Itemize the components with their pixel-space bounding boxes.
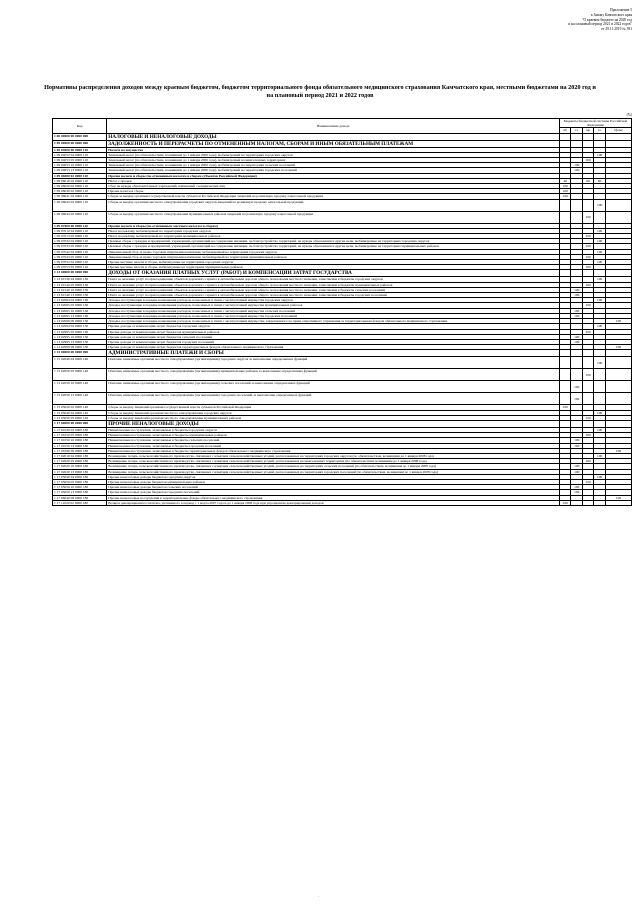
income-code: 1 09 06010 02 0000 110 [53,178,107,183]
norm-value-тфомс [605,133,631,140]
norm-value-гг [571,369,582,381]
norm-value-гг: 100 [571,163,582,168]
income-name: Прочие доходы от компенсации затрат бюджетов муниципальных районов [107,329,560,334]
norm-value-го: 100 [594,298,605,303]
norm-value-го: 100 [594,277,605,282]
income-code: 1 13 02065 13 0000 130 [53,313,107,318]
income-name: Прочие доходы от компенсации затрат бюджетов городских поселений [107,339,560,344]
norm-value-тфомс [605,500,631,505]
income-name: Платежи, взимаемые органами местного самоуправления (организациями) сельских поселений за выполнение определенных функций [107,381,560,393]
income-code: 1 09 07052 04 0000 110 [53,260,107,265]
header-col-gg: гг [571,128,582,133]
norm-value-кб [560,393,571,405]
norm-value-гг [571,270,582,277]
income-code: 1 17 02020 13 0000 180 [53,469,107,474]
norm-value-го: 100 [594,453,605,458]
norm-value-мр [582,393,593,405]
norm-value-мр [582,420,593,427]
norm-value-тфомс [605,140,631,147]
norm-value-гг: 100 [571,490,582,495]
norm-value-го: 100 [594,427,605,432]
income-code: 1 09 07053 05 0000 110 [53,265,107,270]
norm-value-го [594,420,605,427]
norm-value-мр: 60 [582,178,593,183]
appendix-line: от 29.11.2019 № 391 [601,27,632,32]
norm-value-гг: 100 [571,308,582,313]
income-name: Прочие налоги и сборы (по отмененным местным налогам и сборам) [107,223,560,228]
income-code: 1 17 01050 13 0000 180 [53,443,107,448]
table-row [53,350,632,357]
income-name: Платежи, взимаемые органами местного самоуправления (организациями) городских поселений за выполнение определенных функций [107,393,560,405]
norm-value-тфомс [605,211,631,223]
table-row [53,270,632,277]
income-code: 1 15 02050 05 0000 140 [53,369,107,381]
income-name: Целевые сборы с граждан и предприятий, учреждений, организаций на содержание милиции, на благоустройство территорий, на нужды образования и другие цели, мобилизуемые на территориях городских округов [107,239,560,244]
income-code: 1 09 04053 05 0000 110 [53,158,107,163]
income-code: 1 13 02065 10 0000 130 [53,308,107,313]
income-name: Доходы, поступающие в порядке возмещения расходов, понесенных в связи с эксплуатацией имущества муниципальных районов [107,303,560,308]
income-code: 1 09 04053 10 0000 110 [53,163,107,168]
income-code: 1 17 01040 04 0000 180 [53,427,107,432]
income-name: Возврат декларационного платежа, уплаченного в период с 1 марта 2007 года и до 1 января 2008 года при упрощенном декларировании доходов [107,500,560,505]
norm-value-кб [560,133,571,140]
norm-value-мр [582,199,593,211]
norm-value-гг: 100 [571,469,582,474]
income-name: Платежи, взимаемые органами местного самоуправления (организациями) муниципальных районов за выполнение определенных функций [107,369,560,381]
income-code: 1 09 04053 13 0000 110 [53,168,107,173]
income-name: Доходы, поступающие в порядке возмещения расходов, понесенных в связи с эксплуатацией имущества сельских поселений [107,308,560,313]
norm-value-мр [582,350,593,357]
income-code: 1 15 00000 00 0000 000 [53,350,107,357]
norm-value-го [594,270,605,277]
table-row [53,140,632,147]
income-code: 1 15 02040 04 0000 140 [53,357,107,369]
norm-value-тфомс [605,393,631,405]
page-footer-mark: · [318,894,320,899]
header-col-tfoms: тфомс [605,128,631,133]
norm-value-гг: 100 [571,293,582,298]
table-row [53,199,632,211]
income-name: АДМИНИСТРАТИВНЫЕ ПЛАТЕЖИ И СБОРЫ [107,350,560,357]
norm-value-мр: 100 [582,254,593,259]
norm-value-го [594,393,605,405]
income-name: Налог с продаж [107,178,560,183]
norm-value-гг [571,140,582,147]
income-name: Доходы, поступающие в порядке возмещения расходов, понесенных в связи с эксплуатацией имущества городских поселений [107,313,560,318]
income-code: 1 09 06000 02 0000 110 [53,173,107,178]
income-code: 1 09 06030 02 0000 110 [53,189,107,194]
income-code: 1 13 00000 00 0000 000 [53,270,107,277]
norm-value-гг: 100 [571,464,582,469]
income-name: Сборы за выдачу органами государственной власти субъектов Российской Федерации лицензий на розничную продажу алкогольной продукции [107,194,560,199]
income-code: 1 17 01050 10 0000 180 [53,438,107,443]
norm-value-кб: 100 [560,405,571,410]
header-col-kb: кб [560,128,571,133]
income-name: Плата за оказание услуг по присоединению объектов дорожного сервиса к автомобильным дорогам общего пользования местного значения, зачисляемая в бюджеты сельских поселений [107,287,560,292]
norm-value-тфомс: 100 [605,495,631,500]
norm-value-кб [560,270,571,277]
income-code: 1 17 02020 10 0000 180 [53,464,107,469]
income-code: 1 17 02020 05 0000 180 [53,459,107,464]
norm-value-го [594,133,605,140]
income-name: Невыясненные поступления, зачисляемые в бюджеты сельских поселений [107,438,560,443]
income-name: Прочие неналоговые поступления в территориальные фонды обязательного медицинского страхования [107,495,560,500]
income-name: Доходы, поступающие в порядке возмещения расходов, понесенных в связи с эксплуатацией имущества городских округов [107,298,560,303]
norm-value-гг: 100 [571,393,582,405]
norm-value-кб [560,199,571,211]
norm-value-го: 100 [594,260,605,265]
norm-value-го: 100 [594,357,605,369]
norm-value-мр: 100 [582,282,593,287]
norm-value-кб [560,140,571,147]
norm-value-го [594,140,605,147]
norm-value-мр: 100 [582,329,593,334]
income-name: Невыясненные поступления, зачисляемые в бюджеты муниципальных районов [107,433,560,438]
income-name: Прочие доходы от компенсации затрат бюджетов территориальных фондов обязательного медицинского страхования [107,345,560,350]
income-code: 1 17 01050 05 0000 180 [53,433,107,438]
income-name: Невыясненные поступления, зачисляемые в бюджеты городских округов [107,427,560,432]
norm-value-го [594,369,605,381]
income-name: Плата за оказание услуг по присоединению объектов дорожного сервиса к автомобильным дорогам общего пользования местного значения, зачисляемая в бюджеты городских поселений [107,293,560,298]
income-name: Сборы за выдачу лицензий органами государственной власти субъектов Российской Федерации [107,405,560,410]
norm-value-кб: 100 [560,500,571,505]
header-name: Наименование дохода [107,119,560,134]
norm-value-гг [571,133,582,140]
income-name: Сборы за выдачу лицензий органами местного самоуправления городских округов [107,410,560,415]
document-title: Нормативы распределения доходов между краевым бюджетом, бюджетом территориального фонда обязательного медицинского страхования Камчатского края, местными бюджетами на 2020 год и на плановый период 2021 и 2022 годов [44,84,596,100]
norm-value-го: 100 [594,199,605,211]
norm-value-мр [582,381,593,393]
income-name: Налог на рекламу, мобилизуемый на территориях городских округов [107,228,560,233]
income-name: Невыясненные поступления, зачисляемые в бюджеты городских поселений [107,443,560,448]
norm-value-тфомс [605,357,631,369]
table-row [53,369,632,381]
norm-value-мр: 100 [582,265,593,270]
income-name: Налоги на имущество [107,147,560,152]
norm-value-кб [560,381,571,393]
income-code: 1 00 00000 00 0000 000 [53,133,107,140]
norm-value-кб: 40 [560,178,571,183]
income-name: Прочие неналоговые доходы бюджетов городских поселений [107,490,560,495]
income-code: 1 13 01530 04 0000 130 [53,277,107,282]
norm-value-гг: 100 [571,334,582,339]
income-name: Плата за оказание услуг по присоединению объектов дорожного сервиса к автомобильным дорогам общего пользования местного значения, зачисляемая в бюджеты городских округов [107,277,560,282]
income-name: Невыясненные поступления, зачисляемые в бюджеты территориальных фондов обязательного медицинского страхования [107,448,560,453]
income-code: 1 09 07032 04 0000 110 [53,239,107,244]
norm-value-мр: 100 [582,158,593,163]
norm-value-мр: 100 [582,433,593,438]
norm-value-го [594,381,605,393]
income-name: ДОХОДЫ ОТ ОКАЗАНИЯ ПЛАТНЫХ УСЛУГ (РАБОТ) И КОМПЕНСАЦИИ ЗАТРАТ ГОСУДАРСТВА [107,270,560,277]
income-name: Лицензионный сбор за право торговли спиртными напитками, мобилизуемый на территориях муниципальных районов [107,254,560,259]
norm-value-кб [560,420,571,427]
appendix-line: и на плановый период 2021 и 2022 годов" [568,22,632,27]
table-row [53,381,632,393]
income-code: 1 09 06020 02 0000 110 [53,184,107,189]
table-row [53,357,632,369]
appendix-line: к Закону Камчатского края [591,12,632,17]
income-name: Прочие местные налоги и сборы, мобилизуемые на территориях городских округов [107,260,560,265]
norm-value-мр [582,270,593,277]
income-code: 1 09 07043 05 0000 110 [53,254,107,259]
income-name: Возмещение потерь сельскохозяйственного производства, связанных с изъятием сельскохозяйственных угодий, расположенных на территориях сельских поселений (по обязательствам, возникшим до 1 января 2008 года) [107,464,560,469]
norm-value-мр [582,357,593,369]
norm-value-кб: 100 [560,194,571,199]
income-code: 1 15 05040 04 0000 140 [53,410,107,415]
norm-value-мр: 100 [582,211,593,223]
norm-value-го: 100 [594,239,605,244]
income-name: Возмещение потерь сельскохозяйственного производства, связанных с изъятием сельскохозяйственных угодий, расположенных на межселенных территориях (по обязательствам, возникшим до 1 января 2008 года) [107,459,560,464]
norm-value-го: 100 [594,410,605,415]
income-code: 1 13 01540 13 0000 130 [53,293,107,298]
income-code: 1 13 02999 09 0000 130 [53,345,107,350]
income-name: Возмещение потерь сельскохозяйственного производства, связанных с изъятием сельскохозяйственных угодий, расположенных на территориях городских поселений (по обязательствам, возникшим до 1 января 2008 года) [107,469,560,474]
appendix-line: Приложение 5 [610,8,632,12]
norm-value-тфомс [605,270,631,277]
table-row [53,393,632,405]
income-name: Сборы за выдачу органами местного самоуправления городских округов лицензий на розничную продажу алкогольной продукции [107,199,560,211]
income-name: Лицензионный сбор за право торговли спиртными напитками, мобилизуемый на территориях городских округов [107,249,560,254]
norm-value-кб [560,350,571,357]
income-code: 1 09 07042 04 0000 110 [53,249,107,254]
table-row [53,133,632,140]
norm-value-го: 100 [594,324,605,329]
norm-value-мр: 100 [582,479,593,484]
income-name: Плата за оказание услуг по присоединению объектов дорожного сервиса к автомобильным дорогам общего пользования местного значения, зачисляемая в бюджеты муниципальных районов [107,282,560,287]
income-code: 1 09 04000 00 0000 110 [53,147,107,152]
income-code: 1 17 05050 13 0000 180 [53,490,107,495]
income-name: Прочие неналоговые доходы бюджетов городских округов [107,474,560,479]
revenue-distribution-table [52,118,632,506]
income-code: 1 13 02995 05 0000 130 [53,329,107,334]
income-code: 1 13 02065 05 0000 130 [53,303,107,308]
norm-value-тфомс: 100 [605,345,631,350]
income-code: 1 13 01540 10 0000 130 [53,287,107,292]
income-code: 1 09 06043 02 0000 110 [53,199,107,211]
income-code: 1 09 06044 02 0000 110 [53,211,107,223]
income-name: Земельный налог (по обязательствам, возникшим до 1 января 2006 года), мобилизуемый на межселенных территориях [107,158,560,163]
income-name: ЗАДОЛЖЕННОСТЬ И ПЕРЕРАСЧЕТЫ ПО ОТМЕНЕННЫМ НАЛОГАМ, СБОРАМ И ИНЫМ ОБЯЗАТЕЛЬНЫМ ПЛАТЕЖАМ [107,140,560,147]
table-body [53,133,632,505]
norm-value-тфомс: 100 [605,448,631,453]
income-code: 1 13 02995 10 0000 130 [53,334,107,339]
norm-value-гг: 100 [571,313,582,318]
norm-value-мр: 100 [582,415,593,420]
header-code: Код [53,119,107,134]
income-name: Сбор на нужды образовательных учреждений, взимаемый с юридических лиц [107,184,560,189]
income-code: 1 15 05020 02 0000 140 [53,405,107,410]
income-name: ПРОЧИЕ НЕНАЛОГОВЫЕ ДОХОДЫ [107,420,560,427]
norm-value-мр [582,500,593,505]
norm-value-мр: 100 [582,234,593,239]
norm-value-гг [571,357,582,369]
income-code: 1 17 06040 09 0000 180 [53,495,107,500]
norm-value-кб [560,211,571,223]
norm-value-мр: 100 [582,303,593,308]
table-row [53,500,632,505]
income-code: 1 17 05040 04 0000 180 [53,474,107,479]
appendix-block [432,8,632,32]
income-code: 1 13 02994 04 0000 130 [53,324,107,329]
norm-value-кб [560,369,571,381]
norm-value-го: 100 [594,249,605,254]
norm-value-мр: 100 [582,244,593,249]
table-row [53,211,632,223]
income-name: Прочие налоги и сборы (по отмененным налогам и сборам субъектов Российской Федерации) [107,173,560,178]
income-name: Возмещение потерь сельскохозяйственного производства, связанных с изъятием сельскохозяйственных угодий, расположенных на территориях городских округов (по обязательствам, возникшим до 1 января 2008 года) [107,453,560,458]
income-code: 1 13 02069 09 0000 130 [53,319,107,324]
income-code: 1 13 01540 05 0000 130 [53,282,107,287]
income-name: Прочие доходы от компенсации затрат бюджетов городских округов [107,324,560,329]
income-code: 1 17 11020 02 0000 180 [53,500,107,505]
norm-value-гг: 100 [571,381,582,393]
income-code: 1 17 05050 10 0000 180 [53,485,107,490]
norm-value-го: 100 [594,474,605,479]
norm-value-го: 100 [594,152,605,157]
units-label: (%) [626,113,632,117]
norm-value-гг: 100 [571,438,582,443]
income-name: Целевые сборы с граждан и предприятий, учреждений, организаций на содержание милиции, на благоустройство территорий, на нужды образования и другие цели, мобилизуемые на территориях муниципальных районов [107,244,560,249]
norm-value-тфомс [605,420,631,427]
income-code: 1 09 07033 05 0000 110 [53,244,107,249]
norm-value-кб [560,357,571,369]
norm-value-го: 100 [594,228,605,233]
income-name: Прочие неналоговые доходы бюджетов сельских поселений [107,485,560,490]
income-name: Земельный налог (по обязательствам, возникшим до 1 января 2006 года), мобилизуемый на территориях сельских поселений [107,163,560,168]
income-name: Земельный налог (по обязательствам, возникшим до 1 января 2006 года), мобилизуемый на территориях городских поселений [107,168,560,173]
norm-value-кб: 100 [560,184,571,189]
income-code: 1 15 02050 13 0000 140 [53,393,107,405]
norm-value-кб: 100 [560,189,571,194]
norm-value-тфомс [605,350,631,357]
income-code: 1 09 06041 02 0000 110 [53,194,107,199]
norm-value-гг: 100 [571,443,582,448]
norm-value-гг [571,350,582,357]
income-code: 1 17 02010 04 0000 180 [53,453,107,458]
income-code: 1 13 02064 04 0000 130 [53,298,107,303]
income-code: 1 17 05050 05 0000 180 [53,479,107,484]
norm-value-мр: 100 [582,459,593,464]
norm-value-мр: 100 [582,369,593,381]
income-name: НАЛОГОВЫЕ И НЕНАЛОГОВЫЕ ДОХОДЫ [107,133,560,140]
income-code: 1 13 02995 13 0000 130 [53,339,107,344]
income-name: Прочие налоги и сборы [107,189,560,194]
norm-value-го [594,211,605,223]
income-name: Сборы за выдачу лицензий органами местного самоуправления муниципальных районов [107,415,560,420]
norm-value-гг [571,420,582,427]
norm-value-го [594,500,605,505]
income-code: 1 09 07013 05 0000 110 [53,234,107,239]
income-code: 1 17 01090 09 0000 180 [53,448,107,453]
income-name: Прочие местные налоги и сборы, мобилизуемые на территориях муниципальных районов [107,265,560,270]
income-code: 1 09 00000 00 0000 000 [53,140,107,147]
header-col-go: го [594,128,605,133]
norm-value-тфомс [605,199,631,211]
norm-value-гг: 100 [571,287,582,292]
norm-value-гг [571,500,582,505]
income-name: Земельный налог (по обязательствам, возникшим до 1 января 2006 года), мобилизуемый на территориях городских округов [107,152,560,157]
norm-value-гг [571,199,582,211]
norm-value-мр [582,133,593,140]
income-name: Прочие неналоговые доходы бюджетов муниципальных районов [107,479,560,484]
norm-value-гг: 100 [571,168,582,173]
norm-value-го: 60 [594,178,605,183]
income-name: Прочие доходы от компенсации затрат бюджетов сельских поселений [107,334,560,339]
norm-value-гг [571,211,582,223]
income-code: 1 15 02050 10 0000 140 [53,381,107,393]
appendix-line: "О краевом бюджете на 2020 год [582,17,632,22]
norm-value-тфомс: 100 [605,319,631,324]
header-col-mr: мр [582,128,593,133]
norm-value-тфомс [605,381,631,393]
income-code: 1 09 04052 04 0000 110 [53,152,107,157]
header-budget-group: Бюджеты бюджетной системы Российской Федерации [560,119,632,128]
norm-value-мр [582,140,593,147]
income-name: Сборы за выдачу органами местного самоуправления муниципальных районов лицензий на розничную продажу алкогольной продукции [107,211,560,223]
income-code: 1 17 00000 00 0000 000 [53,420,107,427]
income-code: 1 15 05050 05 0000 140 [53,415,107,420]
norm-value-тфомс [605,369,631,381]
income-name: Налог на рекламу, мобилизуемый на территориях муниципальных районов [107,234,560,239]
income-name: Платежи, взимаемые органами местного самоуправления (организациями) городских округов за выполнение определенных функций [107,357,560,369]
norm-value-гг: 100 [571,339,582,344]
table-row [53,420,632,427]
norm-value-гг: 100 [571,485,582,490]
income-code: 1 09 07000 00 0000 110 [53,223,107,228]
income-code: 1 09 07012 04 0000 110 [53,228,107,233]
income-name: Доходы, поступающие в порядке возмещения расходов, понесенных в связи с эксплуатацией имущества, закрепленного на праве оперативного управления за территориальным фондом обязательного медицинского страхования [107,319,560,324]
norm-value-го [594,350,605,357]
